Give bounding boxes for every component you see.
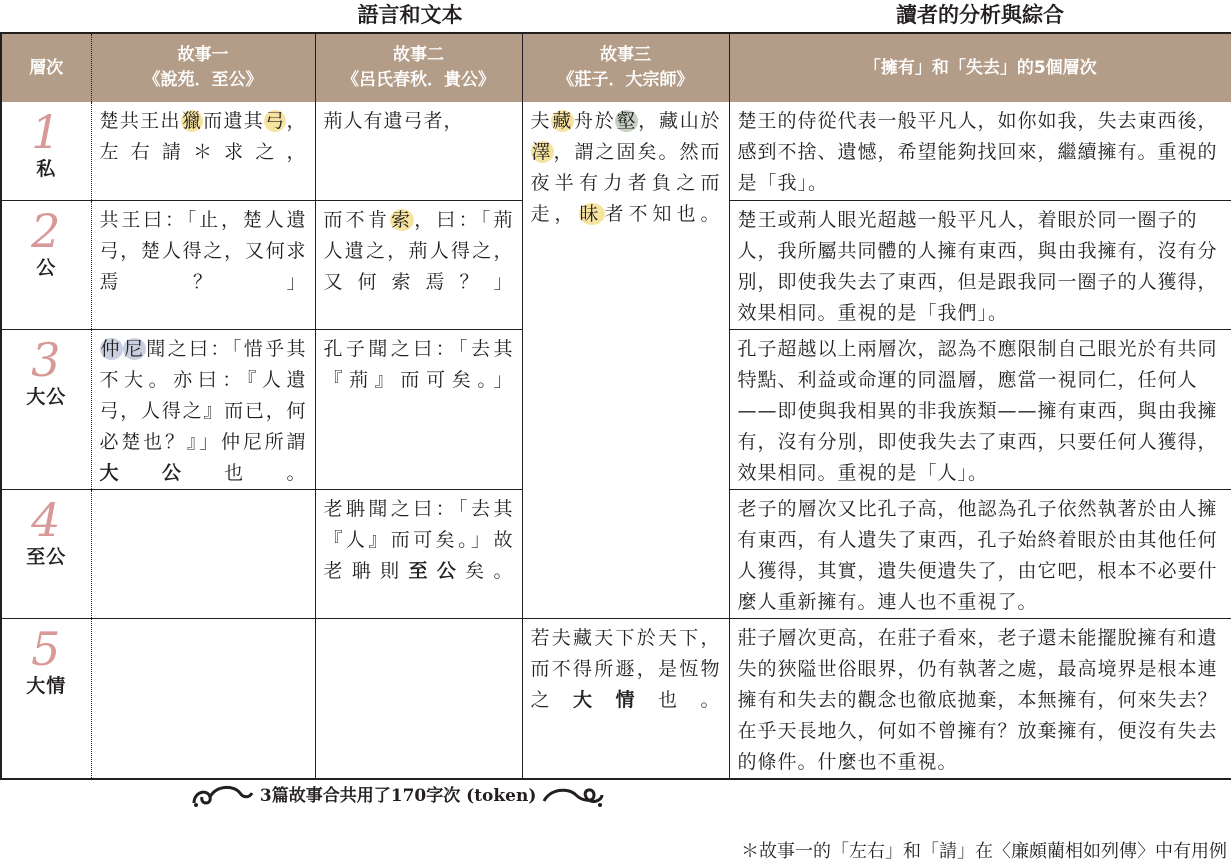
highlight-word: 索 (391, 208, 414, 231)
header-level: 層次 (1, 33, 91, 102)
story-2-text: 荊人有遺弓者， (315, 102, 522, 200)
header-story-3 (522, 33, 729, 102)
story-3-text: 夫藏舟於壑，藏山於澤，謂之固矣。然而夜半有力者負之而走，昧者不知也。 (522, 102, 729, 618)
footer-text: 3篇故事合共用了170字次 (token) (259, 786, 537, 806)
analysis-text: 楚王或荊人眼光超越一般平凡人，着眼於同一圈子的人，我所屬共同體的人擁有東西，與由我擁有，沒有分別，即使我失去了東西，但是跟我同一圈子的人獲得，效果相同。重視的是「我們」。 (729, 200, 1231, 329)
token-count-caption (190, 780, 606, 812)
highlight-word: 獵 (181, 110, 203, 132)
level-1-cell (1, 102, 91, 200)
header-story-2-source: 《呂氏春秋．貴公》 (342, 70, 495, 90)
story-1-text (91, 618, 315, 779)
section-title-reader-analysis: 讀者的分析與綜合 (896, 2, 1064, 27)
footnote: ＊故事一的「左右」和「請」在〈廉頗藺相如列傳〉中有用例 (741, 841, 1227, 862)
bold-term: 大公 (99, 461, 225, 484)
story-2-text (315, 618, 522, 779)
level-number: 5 (31, 621, 62, 676)
highlight-word: 仲 (100, 337, 122, 360)
header-analysis: 「擁有」和「失去」的5個層次 (729, 33, 1231, 102)
header-story-3-source: 《莊子．大宗師》 (557, 70, 694, 90)
header-story-2 (315, 33, 522, 102)
story-3-text: 若夫藏天下於天下，而不得所遯，是恆物之大情也。 (522, 618, 729, 779)
header-story-2-title: 故事二 (393, 45, 444, 65)
story-1-text: 仲 尼聞之曰：「惜乎其不大。亦曰：『人遺弓，人得之』而已，何必楚也？』」仲尼所謂大公也。 (91, 329, 315, 489)
level-name: 公 (36, 256, 57, 279)
header-story-1 (91, 33, 315, 102)
table-row (1, 618, 1231, 779)
level-number: 4 (31, 492, 62, 547)
highlight-word: 澤 (531, 141, 553, 163)
level-name: 大情 (26, 674, 67, 697)
header-story-1-source: 《說苑．至公》 (143, 70, 263, 90)
story-1-text: 楚共王出獵而遺其弓，左右請＊求之， (91, 102, 315, 200)
highlight-word: 弓 (265, 110, 286, 132)
level-number: 2 (31, 203, 62, 258)
analysis-text: 楚王的侍從代表一般平凡人，如你如我，失去東西後，感到不捨、遺憾，希望能夠找回來，繼續擁有。重視的是「我」。 (737, 110, 1218, 194)
bold-term: 大情 (573, 688, 658, 711)
swirl-right-icon (542, 783, 606, 811)
story-1-text (91, 489, 315, 618)
bold-term: 至公 (408, 559, 466, 582)
story-2-text: 而不肯索，曰：「荊人遺之，荊人得之，又何索焉？」 (315, 200, 522, 329)
story-2-text: 老聃聞之曰：「去其『人』而可矣。」故老聃則至公矣。 (315, 489, 522, 618)
level-name: 私 (36, 158, 57, 180)
header-story-1-title: 故事一 (177, 45, 229, 65)
level-2-cell (1, 200, 91, 329)
section-title-language-text: 語言和文本 (357, 2, 463, 27)
level-3-cell (1, 329, 91, 489)
highlight-word: 壑 (616, 110, 638, 132)
highlight-word: 昧 (579, 203, 604, 225)
analysis-text: 孔子超越以上兩層次，認為不應限制自己眼光於有共同特點、利益或命運的同溫層，應當一視同仁，任何人——即使與我相異的非我族類——擁有東西，與由我擁有，沒有分別，即使我失去了東西，只要任何人獲得，效果相同。重視的是「人」。 (729, 329, 1231, 489)
level-5-cell (1, 618, 91, 779)
level-name: 至公 (26, 545, 67, 568)
highlight-word: 尼 (123, 337, 146, 360)
table-row (1, 102, 1231, 200)
highlight-word: 藏 (552, 110, 573, 132)
story-1-text: 共王曰：「止，楚人遺弓，楚人得之，又何求焉？」 (91, 200, 315, 329)
level-name: 大公 (26, 385, 67, 408)
level-number: 1 (31, 105, 62, 159)
swirl-left-icon (190, 783, 254, 811)
header-story-3-title: 故事三 (600, 45, 651, 65)
comparison-table (0, 32, 1231, 780)
story-2-text: 孔子聞之曰：「去其『荊』而可矣。」 (315, 329, 522, 489)
analysis-text: 莊子層次更高，在莊子看來，老子還未能擺脫擁有和遺失的狹隘世俗眼界，仍有執著之處，最高境界是根本連擁有和失去的觀念也徹底拋棄，本無擁有，何來失去？在乎天長地久，何如不曾擁有？放棄擁有，便沒有失去的條件。什麼也不重視。 (729, 618, 1231, 779)
level-4-cell (1, 489, 91, 618)
analysis-text: 老子的層次又比孔子高，他認為孔子依然執著於由人擁有東西，有人遺失了東西，孔子始終着眼於由其他任何人獲得，其實，遺失便遺失了，由它吧，根本不必要什麼人重新擁有。連人也不重視了。 (729, 489, 1231, 618)
level-number: 3 (31, 332, 62, 387)
